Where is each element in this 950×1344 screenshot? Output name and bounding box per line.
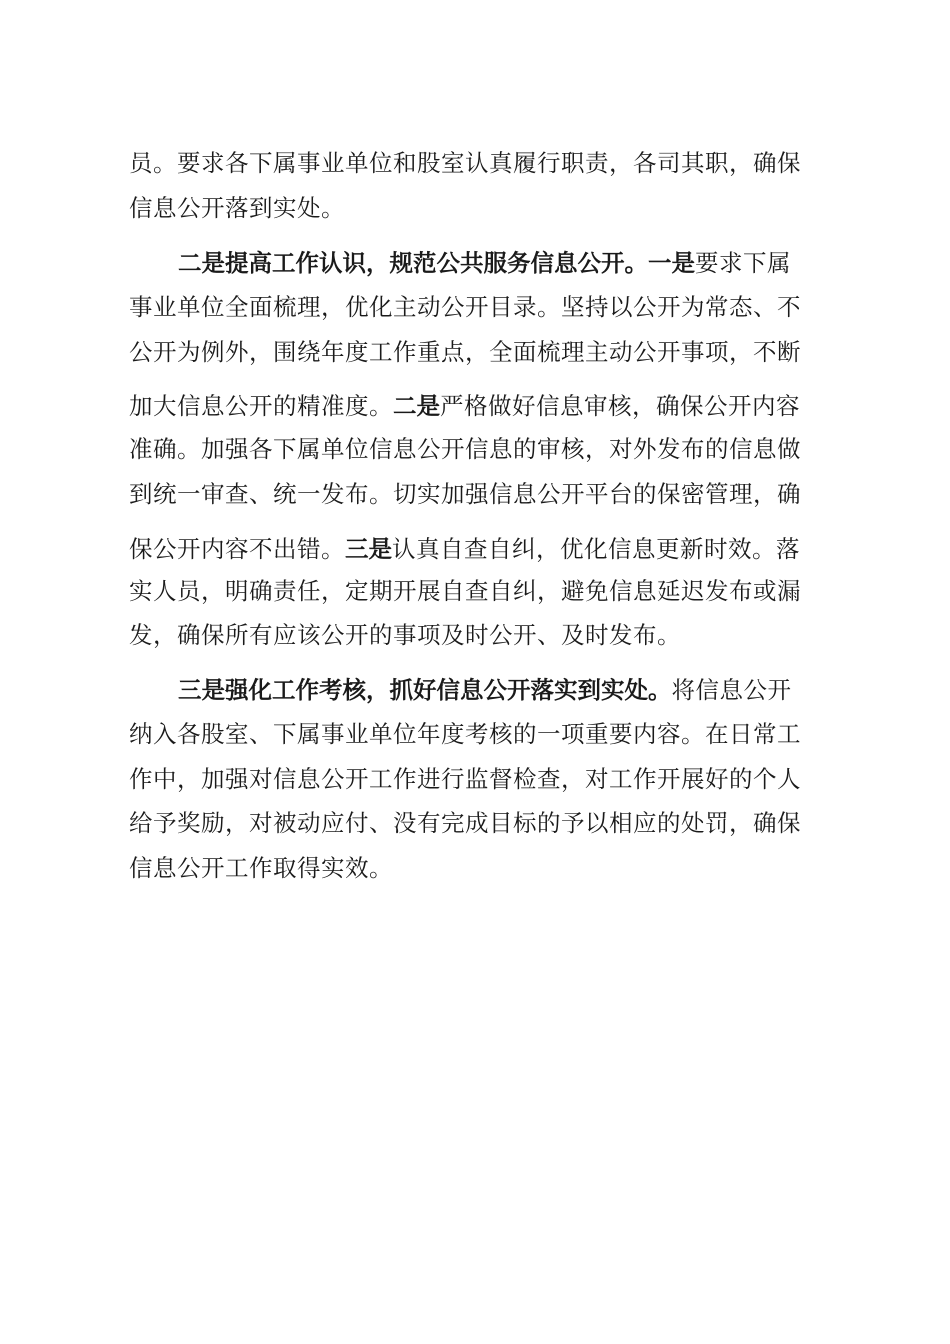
text-line: [129, 391, 800, 421]
text-line: [129, 434, 801, 464]
text-run: 纳入各股室、下属事业单位年度考核的一项重要内容。在日常工: [129, 720, 801, 748]
text-line: [129, 292, 801, 322]
text-line: [129, 479, 801, 509]
text-line: [129, 719, 801, 749]
text-run: 信息公开落到实处。: [129, 194, 345, 222]
text-run: 准确。加强各下属单位信息公开信息的审核，对外发布的信息做: [129, 435, 801, 463]
text-run: 信息公开工作取得实效。: [129, 854, 393, 882]
text-line: [129, 534, 800, 564]
text-run: 实人员，明确责任，定期开展自查自纠，避免信息延迟发布或漏: [129, 577, 801, 605]
section-heading: 三是强化工作考核，抓好信息公开落实到实处。: [178, 676, 672, 704]
text-line: [129, 808, 801, 838]
text-line: [129, 337, 801, 367]
text-line: [129, 193, 345, 223]
section-heading-line: [178, 248, 791, 278]
text-run: 给予奖励，对被动应付、没有完成目标的予以相应的处罚，确保: [129, 809, 801, 837]
text-run: 加大信息公开的精准度。: [129, 392, 393, 420]
section-heading: 二是提高工作认识，规范公共服务信息公开。: [178, 249, 648, 277]
section-heading-line: [178, 675, 792, 705]
text-run: 保公开内容不出错。: [129, 535, 345, 563]
text-run: 严格做好信息审核，确保公开内容: [440, 392, 800, 420]
text-run: 到统一审查、统一发布。切实加强信息公开平台的保密管理，确: [129, 480, 801, 508]
text-line: [129, 764, 801, 794]
text-run: 发，确保所有应该公开的事项及时公开、及时发布。: [129, 621, 681, 649]
text-run: 要求下属: [695, 249, 791, 277]
text-run: 作中，加强对信息公开工作进行监督检查，对工作开展好的个人: [129, 765, 801, 793]
text-run: 员。要求各下属事业单位和股室认真履行职责，各司其职，确保: [129, 149, 801, 177]
item-marker: 二是: [393, 392, 440, 420]
text-run: 公开为例外，围绕年度工作重点，全面梳理主动公开事项，不断: [129, 338, 801, 366]
text-line: [129, 576, 801, 606]
text-line: [129, 148, 801, 178]
text-run: 认真自查自纠，优化信息更新时效。落: [392, 535, 800, 563]
text-run: 事业单位全面梳理，优化主动公开目录。坚持以公开为常态、不: [129, 293, 801, 321]
text-run: 将信息公开: [671, 676, 792, 704]
item-marker: 三是: [345, 535, 392, 563]
text-line: [129, 853, 393, 883]
text-line: [129, 620, 681, 650]
item-marker: 一是: [648, 249, 695, 277]
